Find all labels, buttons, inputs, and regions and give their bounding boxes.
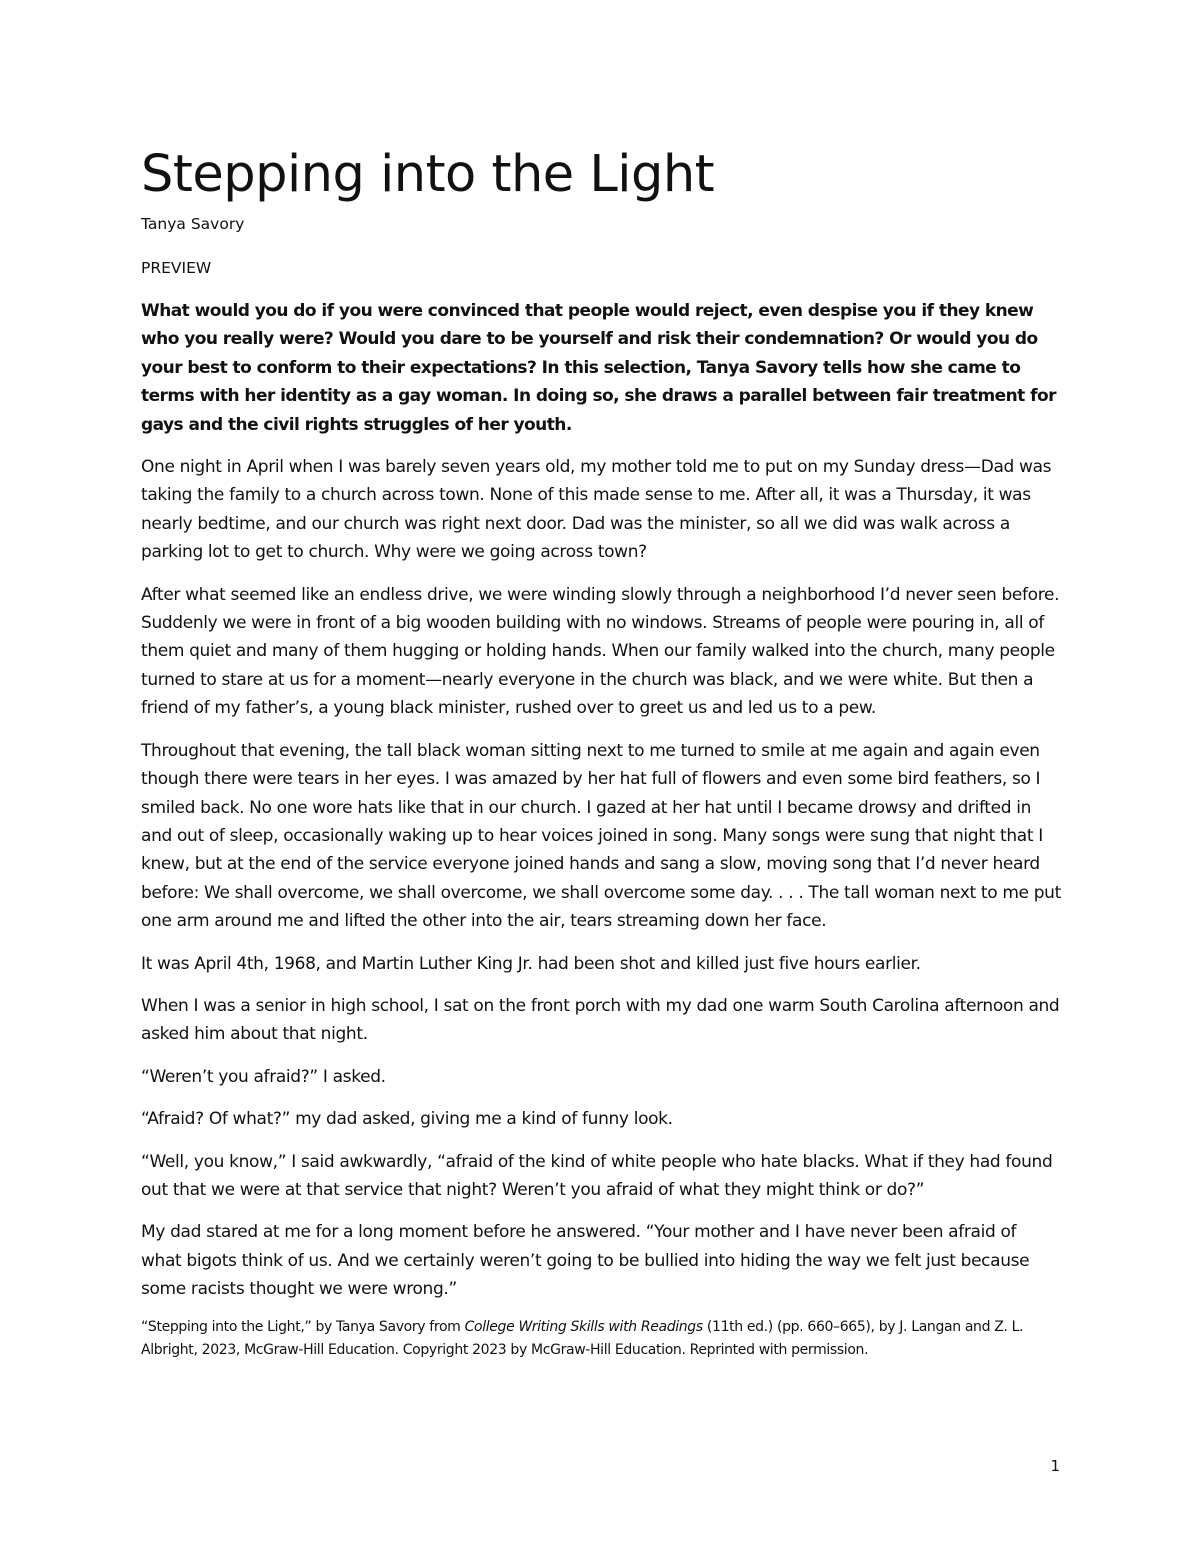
body-paragraph: “Weren’t you afraid?” I asked.	[141, 1066, 386, 1087]
body-paragraph: One night in April when I was barely seven years old, my mother told me to put on my Sunday dress—Dad was taking the family to a church across town. None of this made sense to me. After all, it was a Thursday, it was nearly bedtime, and our church was right next door. Dad was the minister, so all we did was walk across a parking lot to get to church. Why were we going across town?	[141, 457, 1052, 563]
body-paragraph: “Afraid? Of what?” my dad asked, giving me a kind of funny look.	[141, 1109, 673, 1130]
source-credit	[141, 1316, 1061, 1362]
body-paragraph: It was April 4th, 1968, and Martin Luther King Jr. had been shot and killed just five hours earlier.	[141, 953, 921, 974]
document-title: Stepping into the Light	[141, 145, 715, 204]
author-name: Tanya Savory	[141, 215, 245, 233]
body-paragraph: Throughout that evening, the tall black woman sitting next to me turned to smile at me again and again even though there were tears in her eyes. I was amazed by her hat full of flowers and even some bird feathers, so I smiled back. No one wore hats like that in our church. I gazed at her hat until I became drowsy and drifted in and out of sleep, occasionally waking up to hear voices joined in song. Many songs were sung that night that I knew, but at the end of the service everyone joined hands and sang a slow, moving song that I’d never heard before: We shall overcome, we shall overcome, we shall overcome some day. . . . The tall woman next to me put one arm around me and lifted the other into the air, tears streaming down her face.	[141, 740, 1061, 932]
body-paragraph: “Well, you know,” I said awkwardly, “afraid of the kind of white people who hate blacks. What if they had found out that we were at that service that night? Weren’t you afraid of what they might think or do?”	[141, 1151, 1053, 1200]
body-paragraph: When I was a senior in high school, I sat on the front porch with my dad one warm South Carolina afternoon and asked him about that night.	[141, 995, 1060, 1045]
body-paragraph: My dad stared at me for a long moment before he answered. “Your mother and I have never been afraid of what bigots think of us. And we certainly weren’t going to be bullied into hiding the way we felt just because some racists thought we were wrong.”	[141, 1222, 1030, 1300]
credit-lead: “Stepping into the Light,” by Tanya Savory from	[141, 1318, 465, 1335]
page-number: 1	[1050, 1457, 1060, 1475]
preview-label: PREVIEW	[141, 259, 212, 277]
body-paragraph: After what seemed like an endless drive, we were winding slowly through a neighborhood I’d never seen before. Suddenly we were in front of a big wooden building with no windows. Streams of people were pouring in, all of them quiet and many of them hugging or holding hands. When our family walked into the church, many people turned to stare at us for a moment—nearly everyone in the church was black, and we were white. But then a friend of my father’s, a young black minister, rushed over to greet us and led us to a pew.	[141, 584, 1060, 719]
credit-book-title: College Writing Skills with Readings	[464, 1318, 703, 1335]
document-page	[141, 140, 1061, 1362]
credit-details: (11th ed.) (pp. 660–665), by J. Langan and Z. L. Albright, 2023, McGraw-Hill Education. Copyright 2023 by McGraw-Hill Education. Reprinted with permission.	[141, 1318, 1024, 1358]
preview-text: What would you do if you were convinced that people would reject, even despise you if they knew who you really were? Would you dare to be yourself and risk their condemnation? Or would you do your best to conform to their expectations? In this selection, Tanya Savory tells how she came to terms with her identity as a gay woman. In doing so, she draws a parallel between fair treatment for gays and the civil rights struggles of her youth.	[141, 301, 1056, 435]
